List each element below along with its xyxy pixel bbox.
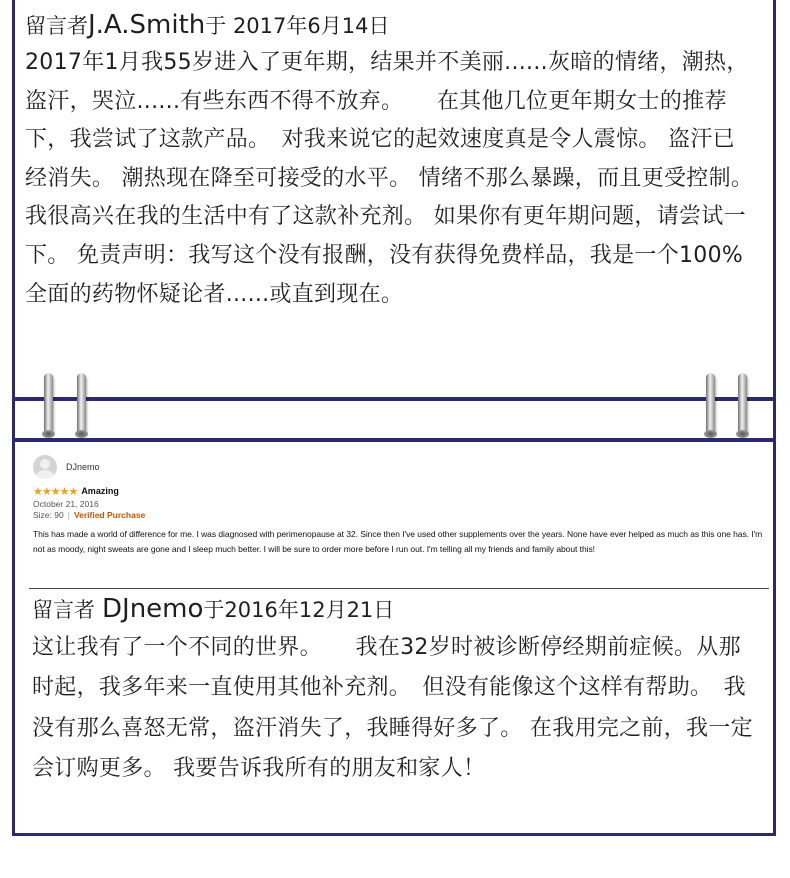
testimonial-card-bottom	[12, 440, 776, 836]
testimonial-card-top	[12, 0, 776, 398]
avatar	[33, 455, 57, 479]
binder-ring-icon	[738, 373, 747, 435]
review-headline: Amazing	[81, 486, 119, 496]
amazon-review-date: October 21, 2016	[33, 499, 99, 509]
verified-purchase-badge: Verified Purchase	[73, 510, 146, 520]
review-date: 于2016年12月21日	[203, 598, 395, 622]
star-rating-icon: ★★★★★	[33, 485, 78, 498]
rating-row	[33, 485, 767, 497]
reviewer-name: DJnemo	[102, 594, 204, 624]
amazon-user-row	[33, 454, 767, 480]
review-author-line	[25, 8, 755, 42]
amazon-review-screenshot	[33, 454, 767, 557]
reviewer-label: 留言者	[32, 598, 95, 622]
amazon-username: DJnemo	[66, 462, 100, 472]
divider	[29, 588, 769, 589]
review-text: 这让我有了一个不同的世界。 我在32岁时被诊断停经期前症候。从那时起，我多年来一直使用其他补充剂。 但没有能像这个这样有帮助。 我没有那么喜怒无常，盗汗消失了，我睡得好多了。 在我用完之前，我一定会订购更多。 我要告诉我所有的朋友和家人！	[32, 635, 753, 782]
amazon-review-body: This has made a world of difference for me. I was diagnosed with perimenopause at 32. Since then I've used other supplements over the years. None have ever helped as much as this one has. I'm not as moody, night sweats are gone and I sleep much better. I will be sure to order more before I run out. I'm telling all my friends and family about this!	[33, 529, 763, 554]
review-author-line	[32, 592, 759, 626]
meta-separator: |	[67, 510, 70, 520]
binder-ring-icon	[706, 373, 715, 435]
reviewer-label: 留言者	[25, 14, 88, 38]
reviewer-name: J.A.Smith	[88, 10, 206, 40]
review-text: 2017年1月我55岁进入了更年期，结果并不美丽......灰暗的情绪，潮热，盗汗，哭泣......有些东西不得不放弃。 在其他几位更年期女士的推荐下，我尝试了这款产品。 对我来说它的起效速度真是令人震惊。 盗汗已经消失。 潮热现在降至可接受的水平。 情绪不那么暴躁，而且更受控制。 我很高兴在我的生活中有了这款补充剂。 如果你有更年期问题，请尝试一下。 免责声明：我写这个没有报酬，没有获得免费样品，我是一个100%全面的药物怀疑论者......或直到现在。	[25, 50, 754, 307]
review-date: 于 2017年6月14日	[205, 14, 390, 38]
binder-ring-icon	[77, 373, 86, 435]
binder-ring-icon	[44, 373, 53, 435]
separator-line-top	[12, 397, 776, 401]
product-size: Size: 90	[33, 510, 64, 520]
separator-right-edge	[773, 397, 776, 442]
separator-left-edge	[12, 397, 15, 442]
amazon-review-meta	[33, 510, 767, 520]
